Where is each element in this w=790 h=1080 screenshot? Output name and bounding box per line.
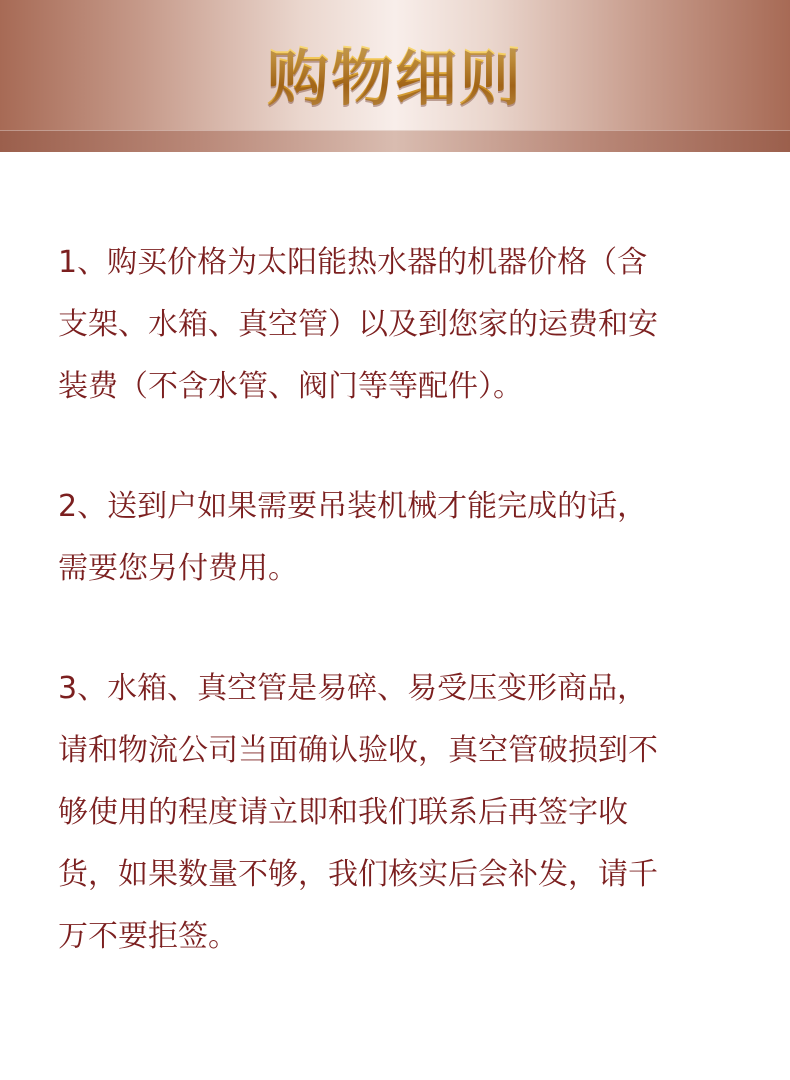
rule-1-line-2: 支架、水箱、真空管）以及到您家的运费和安	[58, 307, 658, 342]
header-banner	[0, 0, 790, 152]
rule-1-line-1: 1、购买价格为太阳能热水器的机器价格（含	[58, 245, 648, 280]
page-title: 购物细则	[0, 28, 790, 117]
title-area	[0, 0, 790, 130]
rule-3-line-2: 请和物流公司当面确认验收，真空管破损到不	[58, 733, 658, 768]
rule-3-line-1: 3、水箱、真空管是易碎、易受压变形商品，	[58, 671, 648, 706]
rule-2-line-1: 2、送到户如果需要吊装机械才能完成的话，	[58, 489, 648, 524]
paragraph-gap	[58, 418, 738, 476]
rule-3	[58, 658, 738, 968]
rule-1	[58, 232, 738, 418]
rules-content	[58, 232, 738, 968]
rule-1-line-3: 装费（不含水管、阀门等等配件）。	[58, 369, 523, 404]
paragraph-gap	[58, 600, 738, 658]
rule-3-line-5: 万不要拒签。	[58, 919, 238, 954]
rule-3-line-3: 够使用的程度请立即和我们联系后再签字收	[58, 795, 628, 830]
rule-2-line-2: 需要您另付费用。	[58, 551, 298, 586]
rule-3-line-4: 货，如果数量不够，我们核实后会补发，请千	[58, 857, 658, 892]
rule-2	[58, 476, 738, 600]
header-divider-band	[0, 130, 790, 152]
